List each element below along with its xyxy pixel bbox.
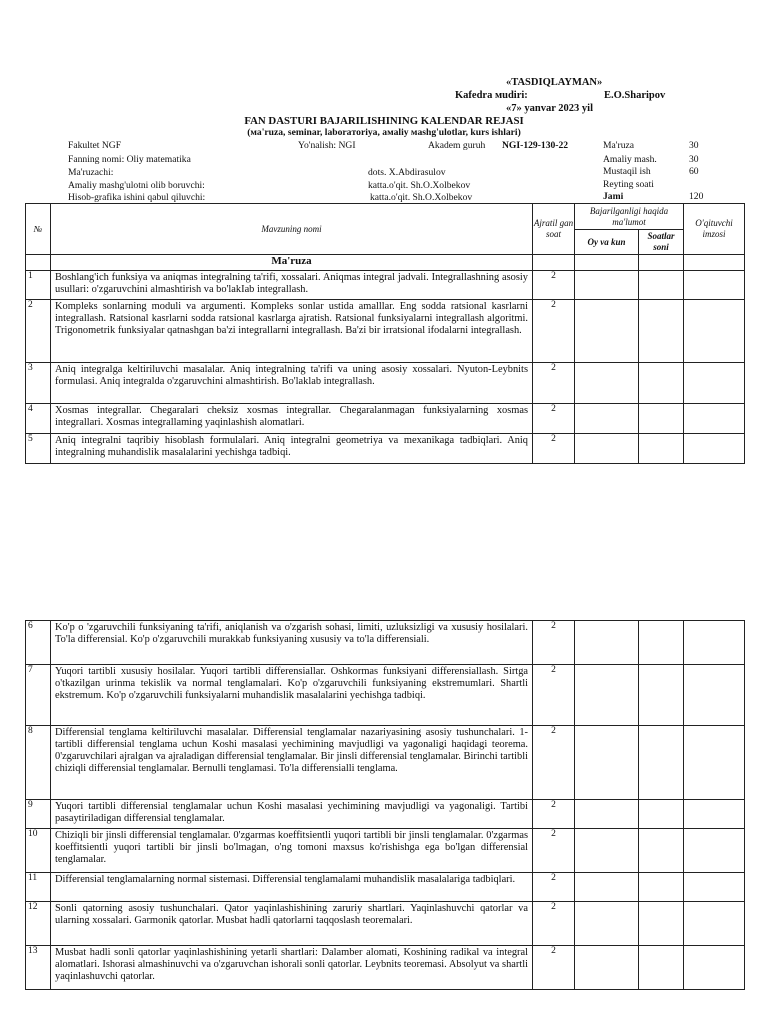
row-hours-count <box>639 665 684 726</box>
row-allotted-hours: 2 <box>533 434 575 464</box>
plan-table-bottom <box>25 620 745 990</box>
row-teacher-signature <box>684 829 745 873</box>
table-row <box>26 434 745 464</box>
header-topic: Mavzuning nomi <box>51 204 533 255</box>
hours-practice-value: 30 <box>689 154 699 165</box>
table-row <box>26 363 745 404</box>
table-row <box>26 271 745 300</box>
head-of-department-label: Kafedra мudiri: <box>455 90 528 101</box>
row-day-month <box>575 404 639 434</box>
row-allotted-hours: 2 <box>533 726 575 800</box>
row-number: 8 <box>26 726 51 800</box>
row-hours-count <box>639 300 684 363</box>
graphic-work-receiver-label: Hisob-grafika ishini qabul qiluvchi: <box>68 192 206 203</box>
table-header-row <box>26 204 745 230</box>
approval-date: «7» yanvar 2023 yil <box>506 103 594 114</box>
row-teacher-signature <box>684 434 745 464</box>
row-allotted-hours: 2 <box>533 946 575 990</box>
row-topic: Kompleks sonlarning moduli va argumenti. Kompleks sonlar ustida amalllar. Eng sodda ratsional kasrlarni integrallash. Ratsional kasrlarni sodda ratsional kasrlarga ajratish. Ratsional funksiyalarni integrallash algoritmi. Trigonometrik funksiyalar qatnashgan ba'zi integrallarni integrallash. Ba'zi bir irratsional ifodalarni integrallash. <box>51 300 533 363</box>
lecturer-label: Ma'ruzachi: <box>68 167 114 178</box>
table-row <box>26 300 745 363</box>
row-allotted-hours: 2 <box>533 621 575 665</box>
row-allotted-hours: 2 <box>533 873 575 902</box>
row-topic: Xosmas integrallar. Chegaralari cheksiz xosmas integrallar. Chegaralanmagan funksiyalarning xosmas integrallari. Xosmas integrallaming yaqinlashish alomatlari. <box>51 404 533 434</box>
direction: Yo'nalish: NGI <box>298 140 356 151</box>
header-day-month: Oy va kun <box>575 230 639 255</box>
row-day-month <box>575 800 639 829</box>
header-hours-count: Soatlar soni <box>639 230 684 255</box>
row-number: 2 <box>26 300 51 363</box>
hours-lecture-value: 30 <box>689 140 699 151</box>
row-hours-count <box>639 363 684 404</box>
plan-table-top <box>25 203 745 464</box>
row-number: 3 <box>26 363 51 404</box>
hours-practice-label: Amaliy mash. <box>603 154 657 165</box>
row-allotted-hours: 2 <box>533 300 575 363</box>
header-completion-info: Bajarilganligi haqida ma'lumot <box>575 204 684 230</box>
row-number: 9 <box>26 800 51 829</box>
table-row <box>26 829 745 873</box>
row-day-month <box>575 873 639 902</box>
row-topic: Ko'p o 'zgaruvchili funksiyaning ta'rifi, aniqlanish va o'zgarish sohasi, limiti, uzluksizligi va xususiy hosilalari. To'la differensial. Ko'p o'zgaruvchili murakkab funksiyaning xususiy va to'la differensiali. <box>51 621 533 665</box>
row-number: 13 <box>26 946 51 990</box>
row-teacher-signature <box>684 946 745 990</box>
row-topic: Boshlang'ich funksiya va aniqmas integralning ta'rifi, xossalari. Aniqmas integral jadvali. Integrallashning asosiy usullari: o'zgaruvchini almashtirish va bo'lakIab integrallash. <box>51 271 533 300</box>
table-row <box>26 621 745 665</box>
row-allotted-hours: 2 <box>533 665 575 726</box>
header-allotted-hours: Ajratil gan soat <box>533 204 575 255</box>
row-allotted-hours: 2 <box>533 829 575 873</box>
row-number: 4 <box>26 404 51 434</box>
section-row <box>26 255 745 271</box>
row-hours-count <box>639 271 684 300</box>
row-day-month <box>575 829 639 873</box>
row-allotted-hours: 2 <box>533 271 575 300</box>
row-topic: Chiziqli bir jinsli differensial tenglamalar. 0'zgarmas koeffitsientli yuqori tartibli bir jinsli tenglamalar. 0'zgarmas koeffitsientli yuqori tartibli bir jinsli bo'lmagan, o'ng tomoni maxsus ko'rishishga ega bo'lgan differensial tenglamalar. <box>51 829 533 873</box>
hours-independent-value: 60 <box>689 166 699 177</box>
row-day-month <box>575 434 639 464</box>
row-number: 5 <box>26 434 51 464</box>
row-topic: Sonli qatorning asosiy tushunchalari. Qator yaqinlashishining zaruriy shartlari. Yaqinlashuvchi qatorlar va ularning xossalari. Garmonik qatorlar. Musbat hadli qatorlarni taqqoslash teoremalari. <box>51 902 533 946</box>
row-teacher-signature <box>684 873 745 902</box>
hours-total-label: Jami <box>603 191 624 202</box>
row-number: 6 <box>26 621 51 665</box>
row-topic: Aniq integralga keltiriluvchi masalalar. Aniq integralning ta'rifi va uning asosiy xossalari. Nyuton-Leybnits formulasi. Aniq integralda o'zgaruvchini almashtirish. Bo'laklab integrallash. <box>51 363 533 404</box>
row-number: 10 <box>26 829 51 873</box>
hours-total-value: 120 <box>689 191 704 202</box>
row-hours-count <box>639 946 684 990</box>
approval-heading: «TASDIQLAYMAN» <box>506 77 603 88</box>
hours-rating-label: Reyting soati <box>603 179 654 190</box>
row-number: 11 <box>26 873 51 902</box>
row-topic: Musbat hadli sonli qatorlar yaqinlashishining yetarli shartlari: Dalamber alomati, Koshining radikal va integral alomatlari. Ishorasi almashinuvchi va o'zgaruvchan ishorali sonli qatorlar. Leybnits teoremasi. Absolyut va shartli yaqinlashuvchi qatorlar. <box>51 946 533 990</box>
row-allotted-hours: 2 <box>533 404 575 434</box>
header-teacher-signature: O'qituvchi imzosi <box>684 204 745 255</box>
table-row <box>26 726 745 800</box>
row-teacher-signature <box>684 363 745 404</box>
row-number: 7 <box>26 665 51 726</box>
row-hours-count <box>639 621 684 665</box>
row-day-month <box>575 946 639 990</box>
row-topic: Differensial tenglama keltiriluvchi masalalar. Differensial tenglamalar nazariyasining asosiy tushunchalari. 1-tartibli differensial tenglama uchun Koshi masalasi yechimining mavjudligi va yagonaligi haqidagi teorema. 0'zgaruvchilari ajralgan va ajraladigan differensial tenglamalar. Bir jinsli differensial tenglamalar. Birinchi tartibli chiziqli differensial tenglamalar. Bernulli tenglamasi. To'la differensialli tenglama. <box>51 726 533 800</box>
row-hours-count <box>639 800 684 829</box>
row-hours-count <box>639 404 684 434</box>
row-teacher-signature <box>684 665 745 726</box>
row-teacher-signature <box>684 300 745 363</box>
row-day-month <box>575 300 639 363</box>
row-hours-count <box>639 873 684 902</box>
document-title: FAN DASTURI BAJARILISHINING KALENDAR REJASI <box>244 115 524 127</box>
faculty: Fakultet NGF <box>68 140 122 151</box>
row-teacher-signature <box>684 271 745 300</box>
row-number: 12 <box>26 902 51 946</box>
practice-teacher-name: katta.o'qit. Sh.O.Xolbekov <box>368 180 471 191</box>
section-title: Ma'ruza <box>51 255 533 271</box>
row-teacher-signature <box>684 902 745 946</box>
lecturer-name: dots. X.Abdirasulov <box>368 167 446 178</box>
row-day-month <box>575 271 639 300</box>
table-row <box>26 902 745 946</box>
hours-independent-label: Mustaqil ish <box>603 166 651 177</box>
table-row <box>26 404 745 434</box>
row-teacher-signature <box>684 726 745 800</box>
head-of-department-name: E.O.Sharipov <box>604 90 666 101</box>
row-allotted-hours: 2 <box>533 363 575 404</box>
row-day-month <box>575 363 639 404</box>
row-topic: Aniq integralni taqribiy hisoblash formulalari. Aniq integralni geometriya va mexanikaga tadbiqlari. Aniq integralning muhandislik masalalarini yechishga tadbiqi. <box>51 434 533 464</box>
row-topic: Differensial tenglamalarning normal sistemasi. Differensial tenglamalami muhandislik masalalariga tadbiqlari. <box>51 873 533 902</box>
group-label: Akadem guruh <box>428 140 486 151</box>
document-subtitle: (мa'ruza, seminar, laboraтoriya, aмaliy мashg'ulotlar, kurs ishlari) <box>247 127 521 138</box>
row-teacher-signature <box>684 404 745 434</box>
row-day-month <box>575 665 639 726</box>
table-row <box>26 665 745 726</box>
table-row <box>26 873 745 902</box>
row-day-month <box>575 902 639 946</box>
row-allotted-hours: 2 <box>533 800 575 829</box>
group-value: NGI-129-130-22 <box>502 140 569 151</box>
header-number: № <box>26 204 51 255</box>
row-hours-count <box>639 434 684 464</box>
row-topic: Yuqori tartibli differensial tenglamalar uchun Koshi masalasi yechimining mavjudligi va yagonaligi. Tartibi pasaytiriladigan differensial tenglamalar. <box>51 800 533 829</box>
row-allotted-hours: 2 <box>533 902 575 946</box>
table-row <box>26 800 745 829</box>
row-teacher-signature <box>684 621 745 665</box>
row-day-month <box>575 726 639 800</box>
hours-lecture-label: Ma'ruza <box>603 140 635 151</box>
row-hours-count <box>639 829 684 873</box>
subject-name: Fanning nomi: Oliy matematika <box>68 154 191 165</box>
row-topic: Yuqori tartibli xususiy hosilalar. Yuqori tartibli differensiallar. Oshkormas funksiyani differensiallash. Sirtga o'tkazilgan urinma tekislik va normal tenglamalari. Ko'p o'zgaruvchili funksiyaning ekstremumlari. Shartli ekstremum. Ko'p o'zgaruvchili funksiyalarni muhandislik masalalarini yechishga tadbiqi. <box>51 665 533 726</box>
row-teacher-signature <box>684 800 745 829</box>
row-number: 1 <box>26 271 51 300</box>
row-hours-count <box>639 726 684 800</box>
row-day-month <box>575 621 639 665</box>
table-row <box>26 946 745 990</box>
row-hours-count <box>639 902 684 946</box>
practice-teacher-label: Amaliy mashg'ulotni olib boruvchi: <box>68 180 205 191</box>
graphic-work-receiver-name: katta.o'qit. Sh.O.Xolbekov <box>370 192 473 203</box>
